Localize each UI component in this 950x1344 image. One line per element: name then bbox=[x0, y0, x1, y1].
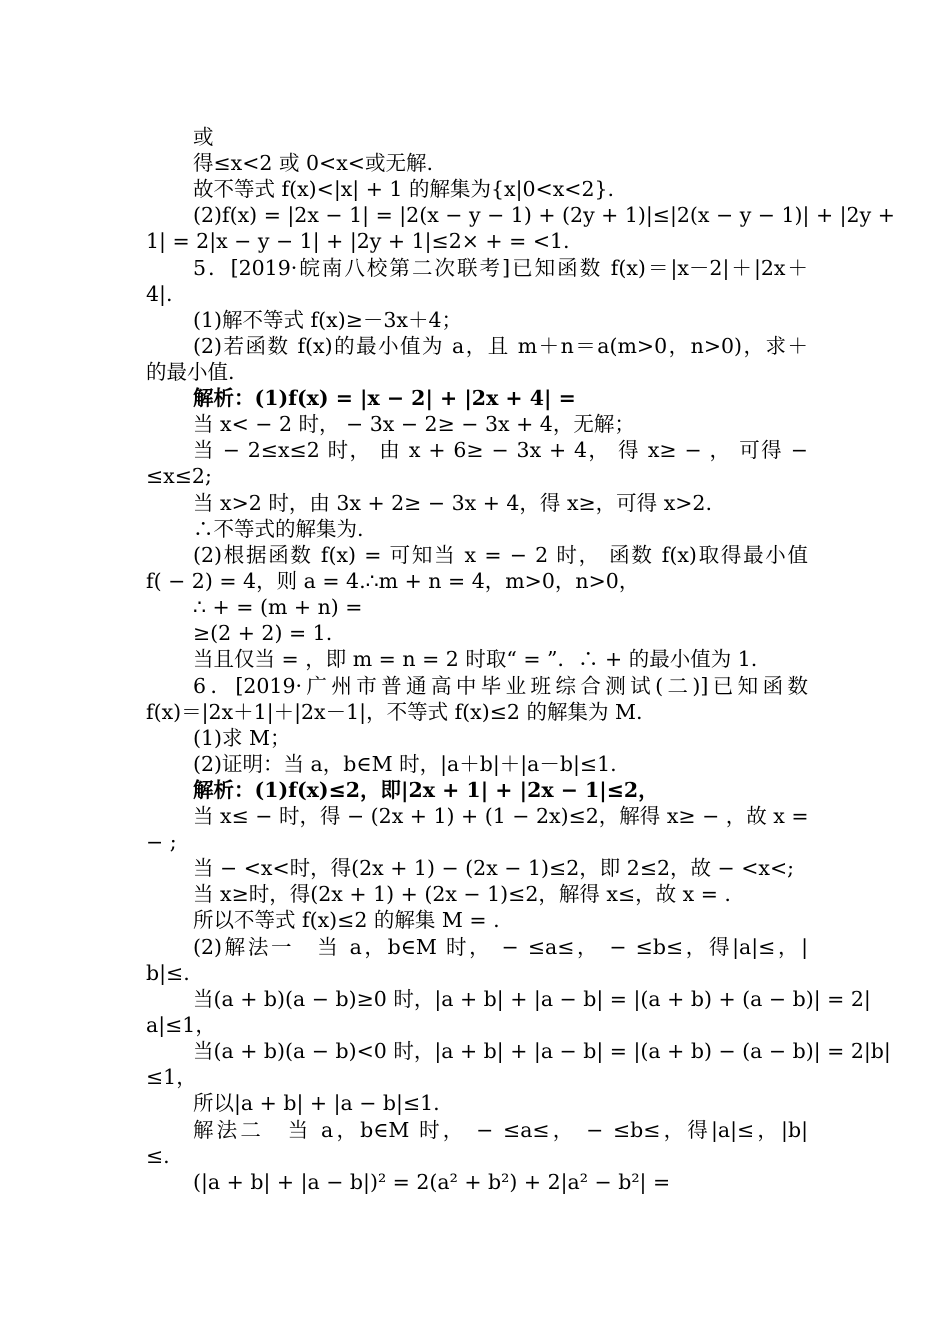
text-line: a|≤1， bbox=[146, 1013, 216, 1037]
text-line: f(x)＝|2x＋1|＋|2x－1|，不等式 f(x)≤2 的解集为 M. bbox=[146, 700, 643, 724]
text-line: (|a + b| + |a − b|)² = 2(a² + b²) + 2|a² − b²| = bbox=[193, 1170, 671, 1194]
text-line: 解法二 当 a，b∈M 时， − ≤a≤， − ≤b≤，得|a|≤，|b| bbox=[193, 1118, 808, 1142]
problem-6-heading: 6．[2019·广州市普通高中毕业班综合测试(二)]已知函数 bbox=[193, 674, 808, 698]
text-line: 当 x< − 2 时， − 3x − 2≥ − 3x + 4，无解； bbox=[193, 412, 635, 436]
text-line: ≤x≤2; bbox=[146, 464, 212, 488]
text-line: 当 − 2≤x≤2 时， 由 x + 6≥ − 3x + 4， 得 x≥ − ， 可得 − bbox=[193, 438, 808, 462]
text-line: 1| = 2|x − y − 1| + |2y + 1|≤2× + = <1. bbox=[146, 229, 570, 253]
text-line: 当(a + b)(a − b)<0 时，|a + b| + |a − b| = |(a + b) − (a − b)| = 2|b| bbox=[193, 1039, 891, 1063]
solution-line: 解析：(1)f(x)≤2，即|2x + 1| + |2x − 1|≤2， bbox=[193, 778, 659, 802]
text-line: 的最小值. bbox=[146, 360, 235, 384]
text-line: 当 x>2 时，由 3x + 2≥ − 3x + 4，得 x≥，可得 x>2. bbox=[193, 491, 712, 515]
text-line: 故不等式 f(x)<|x| + 1 的解集为{x|0<x<2}. bbox=[193, 177, 615, 201]
text-line: (2)解法一 当 a，b∈M 时， − ≤a≤， − ≤b≤，得|a|≤，| bbox=[193, 935, 808, 959]
text-line: 得≤x<2 或 0<x<或无解. bbox=[193, 151, 433, 175]
text-line: b|≤. bbox=[146, 961, 190, 985]
text-line: f( − 2) = 4，则 a = 4.∴m + n = 4，m>0，n>0， bbox=[146, 569, 640, 593]
text-line: 当(a + b)(a − b)≥0 时，|a + b| + |a − b| = |(a + b) + (a − b)| = 2| bbox=[193, 987, 871, 1011]
text-line: (2)根据函数 f(x) = 可知当 x = − 2 时， 函数 f(x)取得最小值 bbox=[193, 543, 808, 567]
text-line: 所以|a + b| + |a − b|≤1. bbox=[193, 1091, 440, 1115]
text-line: 当 x≤ − 时，得 − (2x + 1) + (1 − 2x)≤2，解得 x≥ − ，故 x = bbox=[193, 804, 809, 828]
problem-5-heading: 5．[2019·皖南八校第二次联考]已知函数 f(x)＝|x－2|＋|2x＋ bbox=[193, 256, 808, 280]
text-line: 当 − <x<时，得(2x + 1) − (2x − 1)≤2，即 2≤2，故 − <x<; bbox=[193, 856, 795, 880]
text-line: ≤. bbox=[146, 1144, 170, 1168]
solution-line: 解析：(1)f(x) = |x − 2| + |2x + 4| = bbox=[193, 386, 576, 410]
text-line: (1)解不等式 f(x)≥－3x＋4； bbox=[193, 308, 463, 332]
text-line: − ; bbox=[146, 830, 177, 854]
text-line: ≤1， bbox=[146, 1065, 197, 1089]
text-line: 所以不等式 f(x)≤2 的解集 M = . bbox=[193, 908, 500, 932]
text-line: (1)求 M； bbox=[193, 726, 291, 750]
text-line: ∴ + = (m + n) = bbox=[193, 595, 363, 619]
text-line: (2)若函数 f(x)的最小值为 a，且 m＋n＝a(m>0，n>0)，求＋ bbox=[193, 334, 808, 358]
text-line: 或 bbox=[193, 125, 214, 149]
text-line: 当 x≥时，得(2x + 1) + (2x − 1)≤2，解得 x≤，故 x = . bbox=[193, 882, 731, 906]
text-line: ≥(2 + 2) = 1. bbox=[193, 621, 333, 645]
text-line: 4|. bbox=[146, 282, 173, 306]
text-line: ∴不等式的解集为. bbox=[193, 517, 364, 541]
text-line: (2)f(x) = |2x − 1| = |2(x − y − 1) + (2y + 1)|≤|2(x − y − 1)| + |2y + bbox=[193, 203, 895, 227]
text-line: (2)证明：当 a，b∈M 时，|a＋b|＋|a－b|≤1. bbox=[193, 752, 617, 776]
text-line: 当且仅当 = ，即 m = n = 2 时取“ = ”．∴ + 的最小值为 1. bbox=[193, 647, 758, 671]
